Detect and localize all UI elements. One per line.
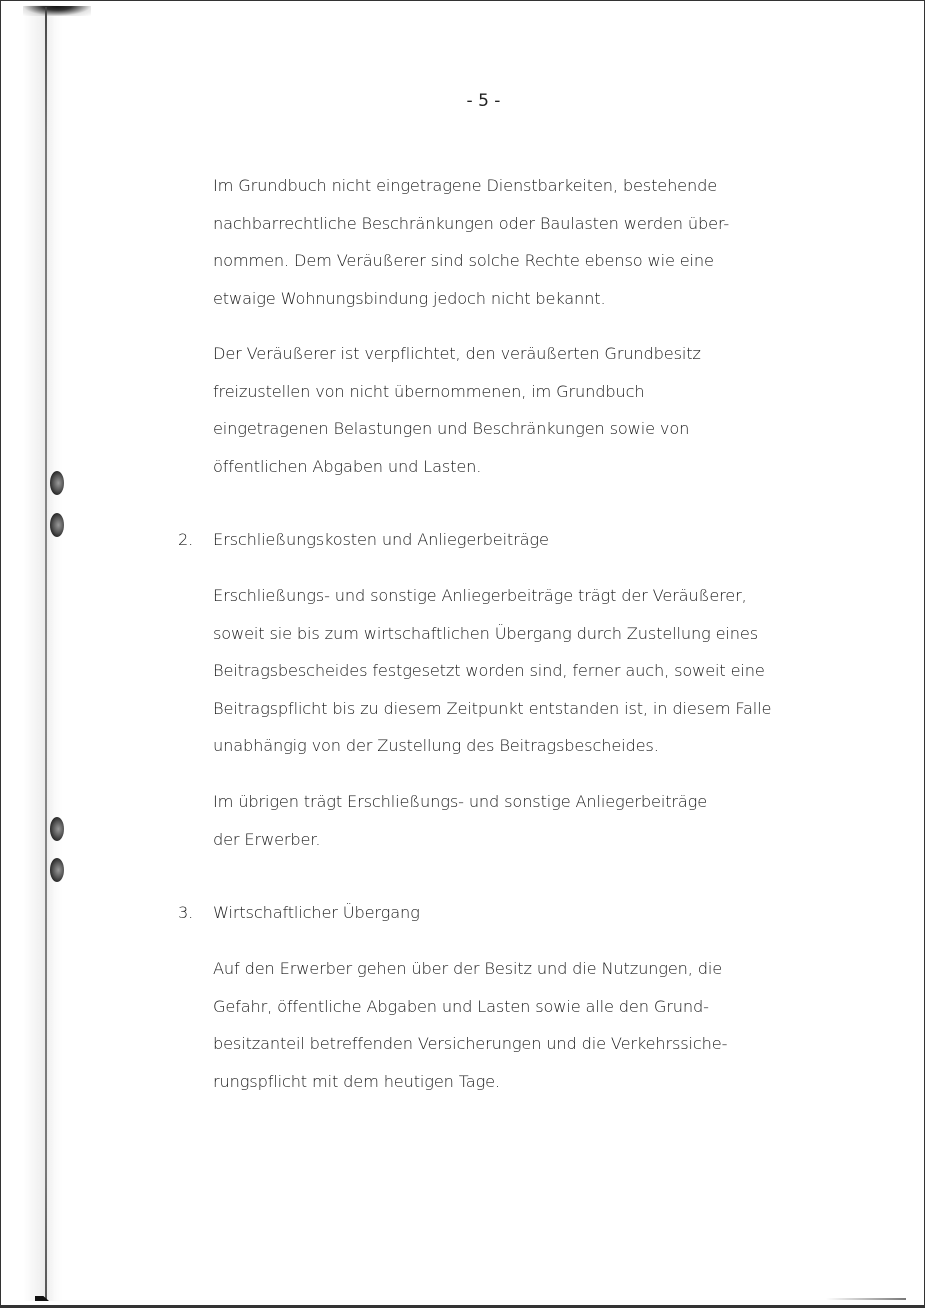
paragraph-seller-obligation <box>213 335 833 485</box>
text-line: nachbarrechtliche Beschränkungen oder Baulasten werden über- <box>213 213 730 233</box>
section-heading-economic-transfer <box>178 901 420 925</box>
text-line: der Erwerber. <box>213 829 321 849</box>
text-line: soweit sie bis zum wirtschaftlichen Übergang durch Zustellung eines <box>213 623 758 643</box>
text-line: freizustellen von nicht übernommenen, im Grundbuch <box>213 381 645 401</box>
text-line: Beitragsbescheides festgesetzt worden sind, ferner auch, soweit eine <box>213 661 765 680</box>
text-line: Im übrigen trägt Erschließungs- und sonstige Anliegerbeiträge <box>213 792 708 811</box>
binding-top-mark <box>23 6 91 16</box>
text-line: öffentlichen Abgaben und Lasten. <box>213 456 482 476</box>
text-line: Der Veräußerer ist verpflichtet, den veräußerten Grundbesitz <box>213 344 701 363</box>
staple-icon <box>50 471 64 495</box>
text-line: etwaige Wohnungsbindung jedoch nicht bekannt. <box>213 288 606 308</box>
text-line: besitzanteil betreffenden Versicherungen und die Verkehrssiche- <box>213 1034 728 1053</box>
paragraph-economic-transfer <box>213 950 833 1100</box>
text-line: eingetragenen Belastungen und Beschränkungen sowie von <box>213 419 690 438</box>
paragraph-development-costs-buyer <box>213 783 833 858</box>
section-number: 2. <box>178 530 194 549</box>
text-line: Beitragspflicht bis zu diesem Zeitpunkt entstanden ist, in diesem Falle <box>213 698 772 718</box>
section-title: Erschließungskosten und Anliegerbeiträge <box>213 530 549 549</box>
text-line: Im Grundbuch nicht eingetragene Dienstbarkeiten, bestehende <box>213 176 718 195</box>
section-heading-development-costs <box>178 528 549 552</box>
staple-icon <box>50 817 64 841</box>
text-line: unabhängig von der Zustellung des Beitragsbescheides. <box>213 736 659 755</box>
section-title: Wirtschaftlicher Übergang <box>213 903 420 922</box>
binding-line <box>45 7 47 1301</box>
text-line: rungspflicht mit dem heutigen Tage. <box>213 1071 500 1091</box>
text-line: Erschließungs- und sonstige Anliegerbeiträge trägt der Veräußerer, <box>213 586 747 605</box>
staple-icon <box>50 513 64 537</box>
paragraph-development-costs-seller <box>213 577 833 765</box>
staple-icon <box>50 858 64 882</box>
page-number: - 5 - <box>466 91 501 111</box>
text-line: Auf den Erwerber gehen über der Besitz und die Nutzungen, die <box>213 959 723 978</box>
text-line: nommen. Dem Veräußerer sind solche Rechte ebenso wie eine <box>213 251 714 270</box>
paragraph-easements <box>213 167 833 317</box>
section-number: 3. <box>178 903 194 922</box>
text-line: Gefahr, öffentliche Abgaben und Lasten sowie alle den Grund- <box>213 996 709 1016</box>
scan-edge-mark <box>826 1298 906 1300</box>
binding-shadow <box>23 5 63 1301</box>
